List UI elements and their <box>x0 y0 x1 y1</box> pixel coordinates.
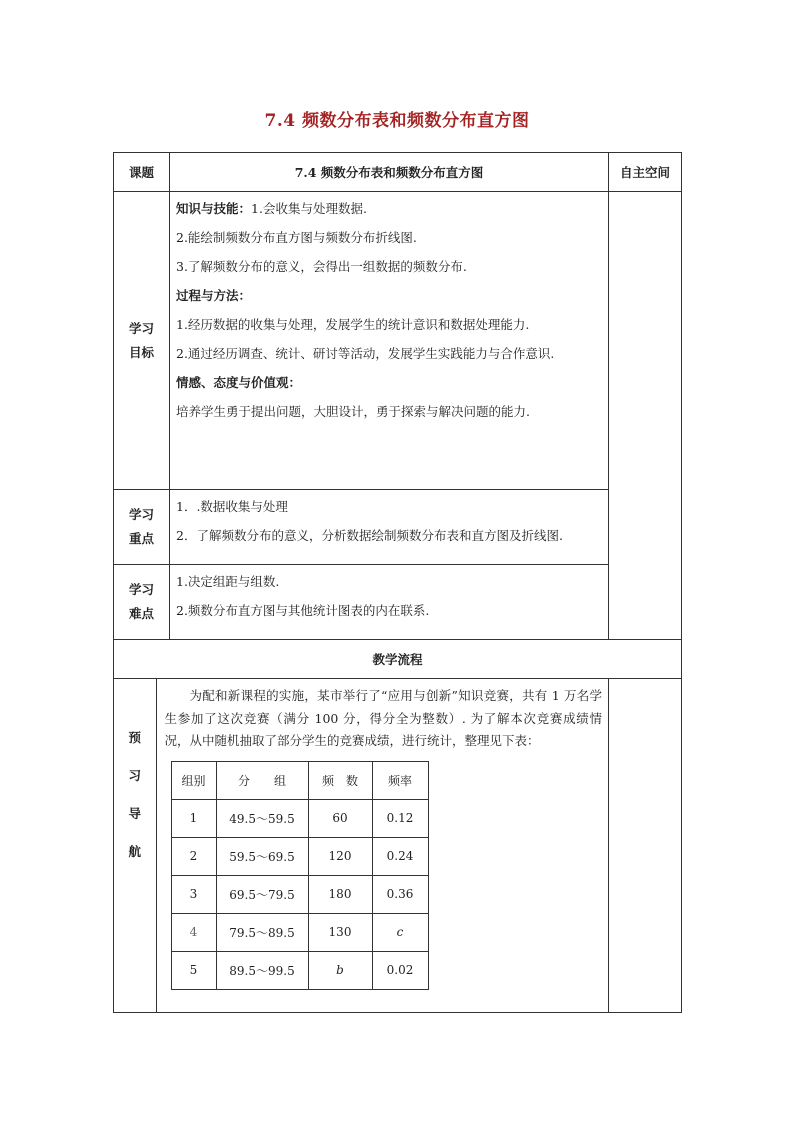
keypoint-1: 1．.数据收集与处理 <box>176 499 288 514</box>
frequency-table <box>171 761 429 990</box>
header-topic-value: 7.4 频数分布表和频数分布直方图 <box>170 153 609 192</box>
keypoints-content <box>170 490 609 565</box>
preview-inner <box>114 679 608 1012</box>
process-heading: 过程与方法： <box>176 288 252 303</box>
frequency-table-header <box>171 761 428 799</box>
difficulties-row <box>114 565 682 640</box>
objectives-content <box>170 192 609 490</box>
keypoints-row <box>114 490 682 565</box>
header-row <box>114 153 682 192</box>
knowledge-line-1: 知识与技能：1.会收集与处理数据. <box>176 201 367 216</box>
table-row: 5 89.5～99.5 b 0.02 <box>171 951 428 989</box>
objectives-label: 学习 目标 <box>114 192 170 490</box>
table-row: 1 49.5～59.5 60 0.12 <box>171 799 428 837</box>
header-topic-label: 课题 <box>114 153 170 192</box>
flow-row <box>114 640 682 679</box>
objectives-row <box>114 192 682 490</box>
process-line-1: 1.经历数据的收集与处理，发展学生的统计意识和数据处理能力. <box>176 317 530 332</box>
knowledge-line-3: 3.了解频数分布的意义，会得出一组数据的频数分布. <box>176 259 467 274</box>
freq-header-range: 分 组 <box>216 761 308 799</box>
preview-intro: 为配和新课程的实施，某市举行了“应用与创新”知识竞赛，共有 1 万名学生参加了这次竞赛（满分 100 分，得分全为整数）. 为了解本次竞赛成绩情况，从中随机抽取了部分学生的竞赛成绩，进行统计，整理见下表： <box>164 688 602 748</box>
keypoint-2: 2．了解频数分布的意义，分析数据绘制频数分布表和直方图及折线图. <box>176 528 563 543</box>
difficulty-1: 1.决定组距与组数. <box>176 574 280 589</box>
freq-header-group: 组别 <box>171 761 216 799</box>
difficulties-label: 学习 难点 <box>114 565 170 640</box>
emotion-line-1: 培养学生勇于提出问题，大胆设计，勇于探索与解决问题的能力. <box>176 404 530 419</box>
table-row: 2 59.5～69.5 120 0.24 <box>171 837 428 875</box>
preview-label: 预 习 导 航 <box>114 679 156 1012</box>
process-line-2: 2.通过经历调查、统计、研讨等活动，发展学生实践能力与合作意识. <box>176 346 555 361</box>
lesson-plan-table <box>113 152 682 1013</box>
preview-section <box>114 679 609 1013</box>
preview-row <box>114 679 682 1013</box>
freq-header-count: 频 数 <box>308 761 372 799</box>
preview-content <box>156 679 608 1012</box>
preview-self-space <box>609 679 682 1013</box>
self-space-column <box>609 192 682 640</box>
difficulties-content <box>170 565 609 640</box>
flow-title: 教学流程 <box>114 640 682 679</box>
freq-header-rate: 频率 <box>372 761 428 799</box>
difficulty-2: 2.频数分布直方图与其他统计图表的内在联系. <box>176 603 430 618</box>
keypoints-label: 学习 重点 <box>114 490 170 565</box>
table-row: 4 79.5～89.5 130 c <box>171 913 428 951</box>
document-title: 7.4 频数分布表和频数分布直方图 <box>264 111 530 131</box>
emotion-heading: 情感、态度与价值观： <box>176 375 302 390</box>
table-row: 3 69.5～79.5 180 0.36 <box>171 875 428 913</box>
header-self-space: 自主空间 <box>609 153 682 192</box>
knowledge-line-2: 2.能绘制频数分布直方图与频数分布折线图. <box>176 230 417 245</box>
